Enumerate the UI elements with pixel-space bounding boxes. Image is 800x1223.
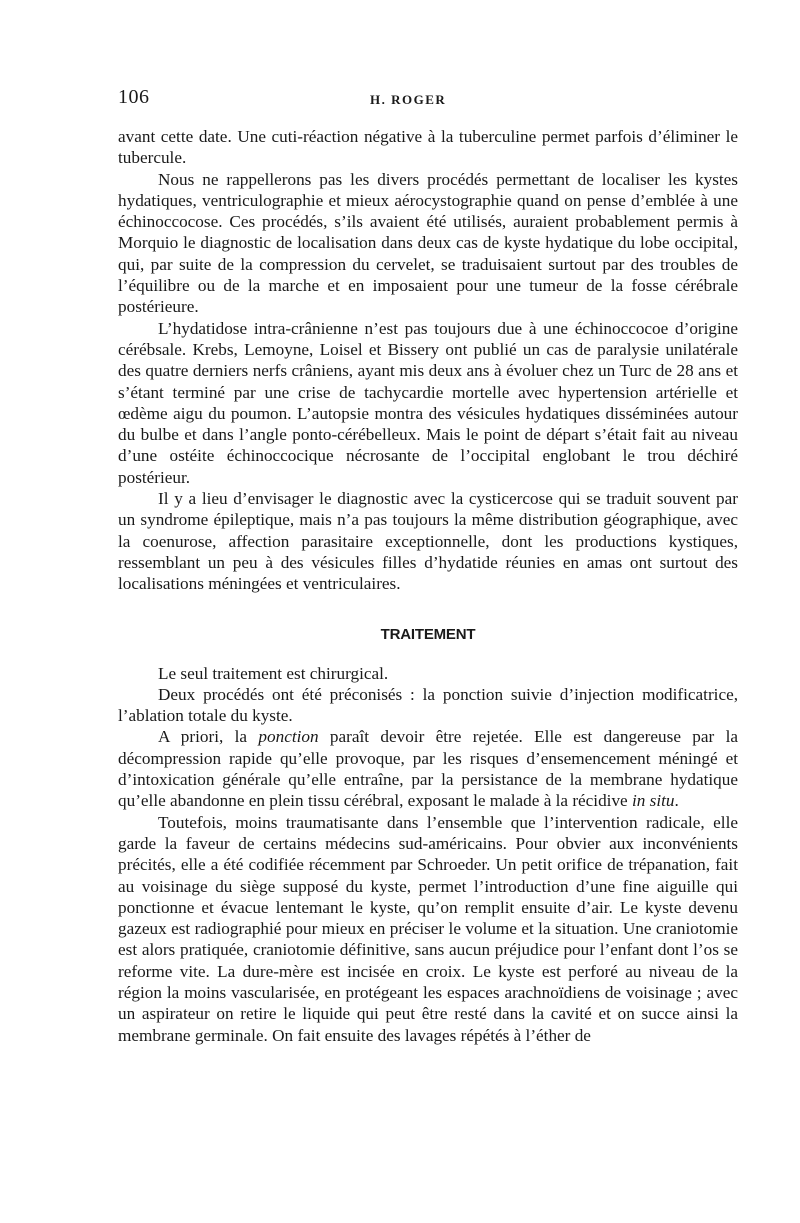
paragraph bbox=[118, 726, 738, 811]
running-head: H. ROGER bbox=[370, 92, 447, 107]
paragraph: Le seul traitement est chirurgical. bbox=[158, 663, 389, 683]
page-number: 106 bbox=[118, 86, 150, 108]
text-run: paraît devoir être rejetée. Elle est dangereuse par la décompression rapide qu’elle provoque, par les risques d’ensemencement méningé et d’intoxication générale qu’elle entraîne, par la persistance de la membrane hydatique qu’elle abandonne en plein tissu cérébral, exposant le malade à la récidive bbox=[118, 727, 738, 811]
paragraph: Il y a lieu d’envisager le diagnostic avec la cysticercose qui se traduit souvent par un syndrome épileptique, mais n’a pas toujours la même distribution géographique, avec la coenurose, affection parasitaire exceptionnelle, dont les productions kystiques, ressemblant un peu à des vésicules filles d’hydatide réunies en amas ont surtout des localisations méningées et ventriculaires. bbox=[118, 489, 738, 594]
paragraph: L’hydatidose intra-crânienne n’est pas toujours due à une échinoccocoe d’origine cérébsale. Krebs, Lemoyne, Loisel et Bissery ont publié un cas de paralysie unilatérale des quatre derniers nerfs crâniens, ayant mis deux ans à évoluer chez un Turc de 28 ans et s’étant terminé par une crise de tachycardie mortelle avec hypertension artérielle et œdème aigu du poumon. L’autopsie montra des vésicules hydatiques disséminées autour du bulbe et dans l’angle ponto-cérébelleux. Mais le point de départ s’était fait au niveau d’une ostéite échinoccocique nécrosante de l’occipital englobant le trou déchiré postérieur. bbox=[118, 318, 738, 487]
page-body bbox=[118, 126, 738, 1046]
text-run: A priori, la bbox=[158, 727, 259, 747]
paragraph: Deux procédés ont été préconisés : la ponction suivie d’injection modificatrice, l’ablation totale du kyste. bbox=[118, 684, 738, 726]
book-page bbox=[118, 86, 738, 1046]
text-run: . bbox=[674, 791, 679, 811]
paragraph: Toutefois, moins traumatisante dans l’ensemble que l’intervention radicale, elle garde la faveur de certains médecins sud-américains. Pour obvier aux inconvénients précités, elle a été codifiée récemment par Schroeder. Un petit orifice de trépanation, fait au voisinage du siège supposé du kyste, permet l’introduction d’une fine aiguille qui ponctionne et évacue lentemant le kyste, qu’on remplit ensuite d’air. Le kyste devenu gazeux est radiographié pour mieux en préciser le volume et la situation. Une craniotomie est alors pratiquée, craniotomie définitive, sans aucun préjudice pour l’enfant dont l’os se reforme vite. La dure-mère est incisée en croix. Le kyste est perforé au niveau de la région la moins vascularisée, en protégeant les espaces arachnoïdiens de voisinage ; avec un aspirateur on retire le liquide qui peut être resté dans la cavité et on succe ainsi la membrane germinale. On fait ensuite des lavages répétés à l’éther de bbox=[118, 812, 738, 1045]
italic-term: in situ bbox=[631, 791, 675, 811]
section-title: TRAITEMENT bbox=[380, 625, 476, 643]
paragraph: avant cette date. Une cuti-réaction négative à la tuberculine permet parfois d’éliminer le tubercule. bbox=[118, 127, 738, 168]
italic-term: ponction bbox=[258, 727, 319, 747]
paragraph: Nous ne rappellerons pas les divers procédés permettant de localiser les kystes hydatiques, ventriculographie et mieux aérocystographie quand on pense d’emblée à une échinoccocose. Ces procédés, s’ils avaient été utilisés, auraient probablement permis à Morquio le diagnostic de localisation dans deux cas de kyste hydatique du lobe occipital, qui, par suite de la compression du cervelet, se traduisaient surtout par des troubles de l’équilibre ou de la marche et en imposaient pour une tumeur de la fosse cérébrale postérieure. bbox=[118, 169, 738, 317]
page-header bbox=[118, 86, 738, 116]
